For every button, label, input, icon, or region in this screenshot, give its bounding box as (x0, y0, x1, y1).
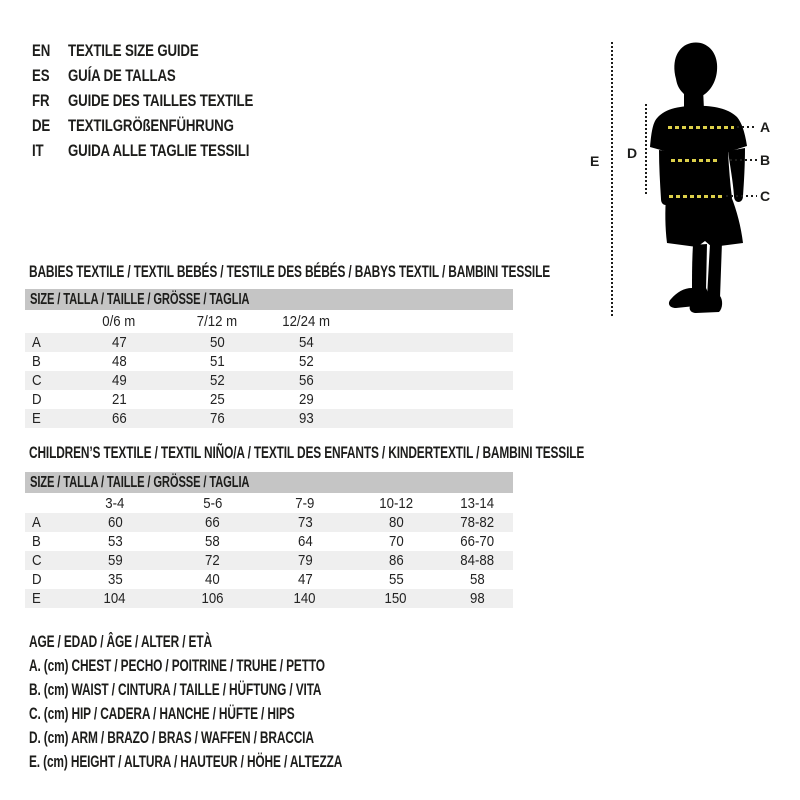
cell-value: 25 (209, 391, 225, 408)
row-label: E (32, 410, 41, 427)
cell-value: 64 (297, 533, 313, 550)
cell-value: 29 (298, 391, 314, 408)
children-size-header-bar: SIZE / TALLA / TAILLE / GRÖSSE / TAGLIA (25, 472, 513, 493)
cell-value: 70 (388, 533, 404, 550)
row-label: B (32, 533, 41, 550)
cell-value: 86 (388, 552, 404, 569)
cell-value: 72 (205, 552, 220, 569)
row-label: C (32, 552, 42, 569)
language-title: GUIDE DES TAILLES TEXTILE (68, 91, 254, 110)
cell-value: 21 (111, 391, 127, 408)
cell-value: 98 (470, 590, 485, 607)
row-label: C (32, 372, 42, 389)
column-header: 10-12 (379, 494, 413, 512)
column-header: 3-4 (105, 494, 125, 512)
column-header: 7/12 m (196, 313, 238, 330)
column-header: 7-9 (295, 494, 315, 512)
row-label: D (32, 391, 42, 408)
babies-size-header-bar: SIZE / TALLA / TAILLE / GRÖSSE / TAGLIA (25, 289, 513, 310)
cell-value: 47 (111, 334, 127, 351)
language-title: TEXTILGRÖßENFÜHRUNG (68, 116, 234, 135)
cell-value: 66 (111, 410, 127, 427)
children-size-table (25, 493, 513, 608)
row-label: A (32, 514, 41, 531)
cell-value: 93 (298, 410, 314, 427)
cell-value: 40 (205, 571, 220, 588)
cell-value: 52 (209, 372, 225, 389)
cell-value: 54 (298, 334, 314, 351)
column-header: 13-14 (460, 494, 495, 512)
legend-line-waist: B. (cm) WAIST / CINTURA / TAILLE / HÜFTUNG / VITA (29, 680, 322, 699)
table-row (25, 551, 513, 570)
waist-dash-line-B (671, 159, 718, 162)
measurement-legend (29, 630, 476, 774)
cell-value: 60 (107, 514, 123, 531)
column-header: 12/24 m (282, 313, 330, 330)
language-title: GUIDA ALLE TAGLIE TESSILI (68, 141, 250, 160)
table-row (25, 409, 513, 428)
cell-value: 84-88 (460, 552, 495, 569)
hip-dash-line-C (669, 195, 723, 198)
legend-line-hip: C. (cm) HIP / CADERA / HANCHE / HÜFTE / HIPS (29, 704, 295, 723)
language-code: IT (32, 141, 44, 160)
cell-value: 140 (293, 590, 317, 607)
legend-line-height: E. (cm) HEIGHT / ALTURA / HAUTEUR / HÖHE / ALTEZZA (29, 752, 343, 771)
cell-value: 49 (111, 372, 127, 389)
language-code: FR (32, 91, 50, 110)
measure-label-B: B (760, 152, 771, 168)
cell-value: 78-82 (460, 514, 495, 531)
cell-value: 73 (297, 514, 313, 531)
babies-section-title: BABIES TEXTILE / TEXTIL BEBÉS / TESTILE DES BÉBÉS / BABYS TEXTIL / BAMBINI TESSILE (29, 262, 551, 281)
cell-value: 66 (205, 514, 220, 531)
cell-value: 56 (298, 372, 314, 389)
table-row (25, 589, 513, 608)
legend-line-age: AGE / EDAD / ÂGE / ALTER / ETÀ (29, 632, 212, 651)
chest-dash-line-A (668, 126, 734, 129)
cell-value: 80 (388, 514, 404, 531)
cell-value: 47 (297, 571, 313, 588)
cell-value: 59 (107, 552, 123, 569)
cell-value: 52 (298, 353, 314, 370)
language-title: GUÍA DE TALLAS (68, 66, 176, 85)
language-code: DE (32, 116, 51, 135)
hip-leader-dots-C (726, 195, 757, 197)
babies-column-header-row (25, 310, 513, 333)
language-code: ES (32, 66, 50, 85)
measure-label-E: E (590, 153, 600, 169)
measure-label-D: D (627, 145, 638, 161)
cell-value: 58 (205, 533, 220, 550)
cell-value: 66-70 (460, 533, 495, 550)
table-row (25, 333, 513, 352)
row-label: A (32, 334, 41, 351)
row-label: D (32, 571, 42, 588)
cell-value: 104 (103, 590, 127, 607)
cell-value: 55 (388, 571, 404, 588)
chest-leader-dots-A (737, 126, 757, 128)
babies-size-table (25, 310, 513, 428)
cell-value: 79 (297, 552, 313, 569)
waist-leader-dots-B (730, 159, 757, 161)
measure-label-A: A (760, 119, 771, 135)
cell-value: 58 (470, 571, 485, 588)
row-label: E (32, 590, 41, 607)
cell-value: 76 (209, 410, 225, 427)
cell-value: 50 (209, 334, 225, 351)
table-row (25, 371, 513, 390)
table-row (25, 570, 513, 589)
legend-line-chest: A. (cm) CHEST / PECHO / POITRINE / TRUHE / PETTO (29, 656, 325, 675)
column-header: 0/6 m (102, 313, 136, 330)
table-row (25, 390, 513, 409)
row-label: B (32, 353, 41, 370)
table-row (25, 513, 513, 532)
language-title: TEXTILE SIZE GUIDE (68, 41, 199, 60)
measure-label-C: C (760, 188, 771, 204)
cell-value: 51 (209, 353, 225, 370)
column-header: 5-6 (202, 494, 223, 512)
legend-line-arm: D. (cm) ARM / BRAZO / BRAS / WAFFEN / BRACCIA (29, 728, 314, 747)
language-code: EN (32, 41, 51, 60)
cell-value: 53 (107, 533, 123, 550)
table-row (25, 532, 513, 551)
table-row (25, 352, 513, 371)
cell-value: 48 (111, 353, 127, 370)
cell-value: 35 (107, 571, 123, 588)
arm-guide-line-D (645, 104, 647, 195)
children-section-title: CHILDREN’S TEXTILE / TEXTIL NIÑO/A / TEXTIL DES ENFANTS / KINDERTEXTIL / BAMBINI TESSILE (29, 443, 585, 462)
children-column-header-row (25, 493, 513, 513)
cell-value: 106 (201, 590, 224, 607)
cell-value: 150 (384, 590, 408, 607)
